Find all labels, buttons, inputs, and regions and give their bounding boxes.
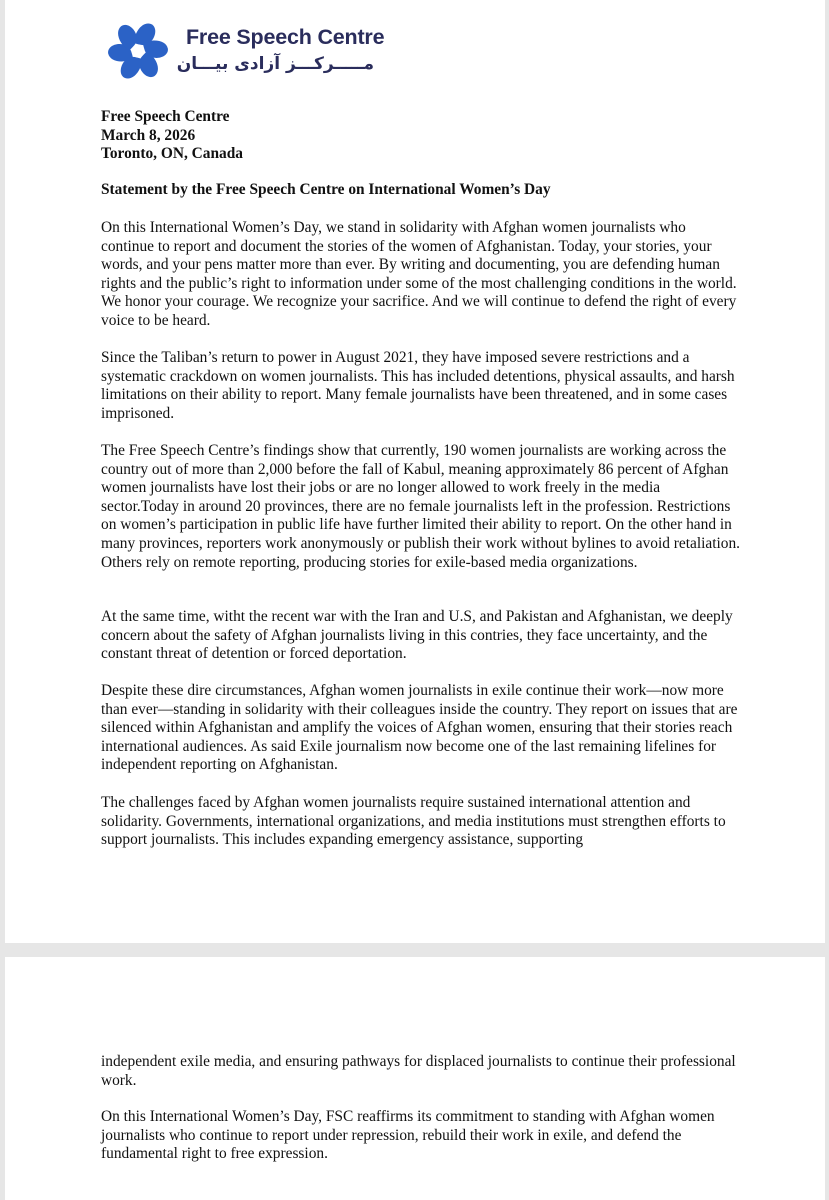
letter-location: Toronto, ON, Canada	[101, 145, 243, 162]
free-speech-centre-logo	[105, 18, 385, 82]
paragraph: independent exile media, and ensuring pathways for displaced journalists to continue their professional work.	[101, 1053, 736, 1089]
paragraph: The challenges faced by Afghan women journalists require sustained international attention and solidarity. Governments, international organizations, and media institutions must strengthen efforts to support journalists. This includes expanding emergency assistance, supporting	[101, 794, 726, 849]
organization-name: Free Speech Centre	[101, 108, 230, 125]
logo-name-persian: مـــــرکـــز آزادی بیـــان	[176, 54, 374, 74]
paragraph: Since the Taliban’s return to power in August 2021, they have imposed severe restrictions and a systematic crackdown on women journalists. This has included detentions, physical assaults, and harsh limitations on their ability to report. Many female journalists have been threatened, and in some cases imprisoned.	[101, 349, 735, 422]
paragraph: On this International Women’s Day, we stand in solidarity with Afghan women journalists who continue to report and document the stories of the women of Afghanistan. Today, your stories, your words, and your pens matter more than ever. By writing and documenting, you are defending human rights and the public’s right to information under some of the most challenging conditions in the world. We honor your courage. We recognize your sacrifice. And we will continue to defend the right of every voice to be heard.	[101, 219, 737, 329]
pinwheel-logo-icon	[105, 18, 171, 84]
letter-header	[101, 108, 741, 164]
paragraph: The Free Speech Centre’s findings show that currently, 190 women journalists are working across the country out of more than 2,000 before the fall of Kabul, meaning approximately 86 percent of Afghan women journalists have lost their jobs or are no longer allowed to work freely in the media sector.Today in around 20 provinces, there are no female journalists left in the profession. Restrictions on women’s participation in public life have further limited their ability to report. On the other hand in many provinces, reporters work anonymously or publish their work without bylines to avoid retaliation. Others rely on remote reporting, producing stories for exile-based media organizations.	[101, 442, 741, 571]
paragraph: On this International Women’s Day, FSC reaffirms its commitment to standing with Afghan women journalists who continue to report under repression, rebuild their work in exile, and defend the fundamental right to free expression.	[101, 1108, 715, 1163]
statement-title: Statement by the Free Speech Centre on International Women’s Day	[101, 181, 551, 198]
paragraph: Despite these dire circumstances, Afghan women journalists in exile continue their work—now more than ever—standing in solidarity with their colleagues inside the country. They report on issues that are silenced within Afghanistan and amplify the voices of Afghan women, ensuring that their stories reach international audiences. As said Exile journalism now become one of the last remaining lifelines for independent reporting on Afghanistan.	[101, 682, 738, 774]
document-page-2	[5, 957, 825, 1200]
logo-name-english: Free Speech Centre	[186, 25, 385, 49]
paragraph: At the same time, witht the recent war with the Iran and U.S, and Pakistan and Afghanistan, we deeply concern about the safety of Afghan journalists living in this contries, they face uncertainty, and the constant threat of detention or forced deportation.	[101, 608, 733, 663]
document-page-1	[5, 0, 825, 943]
letter-date: March 8, 2026	[101, 126, 196, 144]
